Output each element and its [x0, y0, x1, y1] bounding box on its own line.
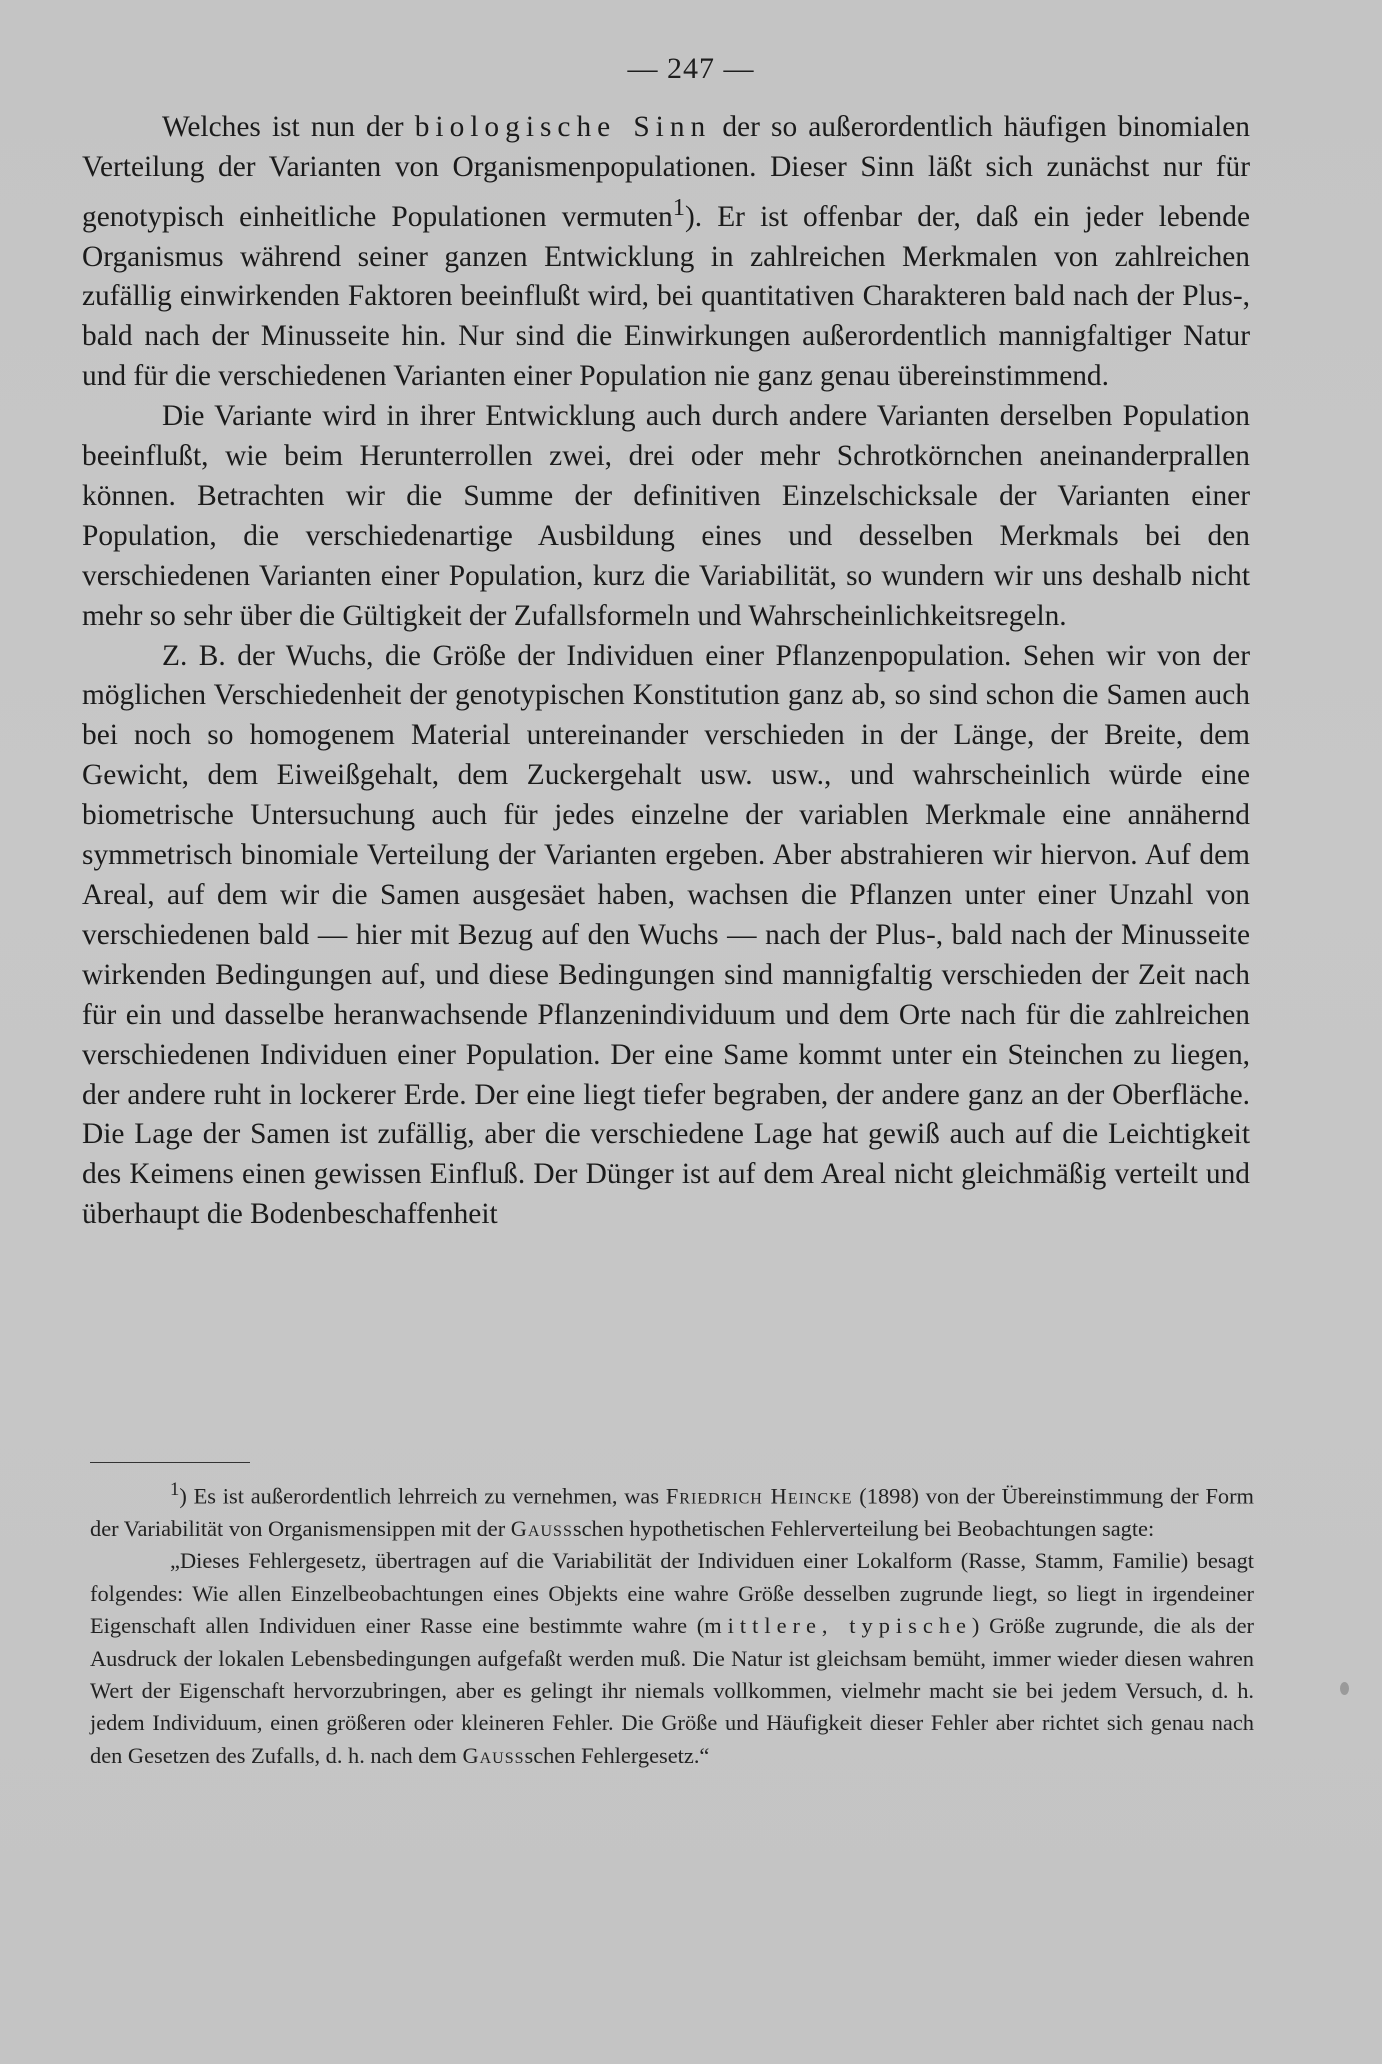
paper-speck	[1340, 1682, 1349, 1695]
page-number: — 247 —	[627, 52, 755, 85]
footnote-divider	[90, 1462, 250, 1463]
paragraph-1	[82, 108, 1250, 397]
paragraph-3: Z. B. der Wuchs, die Größe der Individuen einer Pflanzenpopulation. Sehen wir von der möglichen Verschiedenheit der genotypischen Konstitution ganz ab, so sind schon die Samen auch bei noch so homogenem Material untereinander verschieden in der Länge, der Breite, dem Gewicht, dem Eiweißgehalt, dem Zuckergehalt usw. usw., und wahrscheinlich würde eine biometrische Untersuchung auch für jedes einzelne der variablen Merkmale eine annähernd symmetrisch binomiale Verteilung der Varianten ergeben. Aber abstrahieren wir hiervon. Auf dem Areal, auf dem wir die Samen ausgesäet haben, wachsen die Pflanzen unter einer Unzahl von verschiedenen bald — hier mit Bezug auf den Wuchs — nach der Plus-, bald nach der Minusseite wirkenden Bedingungen auf, und diese Bedingungen sind mannigfaltig verschieden der Zeit nach für ein und dasselbe heranwachsende Pflanzenindividuum und dem Orte nach für die zahlreichen verschiedenen Individuen einer Population. Der eine Same kommt unter ein Steinchen zu liegen, der andere ruht in lockerer Erde. Der eine liegt tiefer begraben, der andere ganz an der Oberfläche. Die Lage der Samen ist zufällig, aber die verschiedene Lage hat gewiß auch auf die Leichtigkeit des Keimens einen gewissen Einfluß. Der Dünger ist auf dem Areal nicht gleichmäßig verteilt und überhaupt die Bodenbeschaffenheit	[82, 639, 1250, 1231]
p1-text-start: Welches ist nun der	[162, 111, 415, 143]
footnote-1-text-c: schen hypothetischen Fehlerverteilung bei Beobachtungen sagte:	[572, 1515, 1155, 1541]
footnote-reference[interactable]: 1	[672, 193, 685, 221]
footnote-author-name: Friedrich Heincke	[665, 1483, 853, 1509]
footnote-quote-text-b: ) Größe zugrunde, die als der Ausdruck der lokalen Lebensbedingungen aufgefaßt werden muß. Die Natur ist gleichsam bemüht, immer wieder diesen wahren Wert der Eigenschaft hervorzubringen, aber es gelingt ihr niemals vollkommen, vielmehr macht sie bei jedem Versuch, d. h. jedem Individuum, einen größeren oder kleineren Fehler. Die Größe und Häufigkeit dieser Fehler aber richtet sich genau nach den Gesetzen des Zufalls, d. h. nach dem	[90, 1613, 1254, 1768]
footnote-1-text-b: (1898) von der Übereinstimmung der Form der Variabilität von Organismensippen mit der	[90, 1483, 1254, 1541]
footnote-marker: 1	[170, 1479, 180, 1500]
p1-emphasis-biologischer-sinn: biologische Sinn	[414, 111, 712, 143]
main-text	[82, 108, 1250, 1235]
p1-text-middle: der so außerordentlich häufigen binomialen Verteilung der Varianten von Organismenpopulationen. Dieser Sinn läßt sich zunächst nur für genotypisch einheitliche Populationen vermuten	[82, 111, 1250, 233]
footnote-quote	[90, 1545, 1254, 1772]
paragraph-2: Die Variante wird in ihrer Entwicklung auch durch andere Varianten derselben Population beeinflußt, wie beim Herunterrollen zwei, drei oder mehr Schrotkörnchen aneinanderprallen können. Betrachten wir die Summe der definitiven Einzelschicksale der Varianten einer Population, die verschiedenartige Ausbildung eines und desselben Merkmals bei den verschiedenen Varianten einer Population, kurz die Variabilität, so wundern wir uns deshalb nicht mehr so sehr über die Gültigkeit der Zufallsformeln und Wahrscheinlichkeitsregeln.	[82, 400, 1250, 632]
footnote-1	[90, 1474, 1254, 1545]
footnote-block	[90, 1474, 1254, 1772]
footnote-gauss-name: Gauss	[510, 1515, 573, 1541]
footnote-quote-emphasis: mittlere, typische	[704, 1613, 972, 1639]
footnote-quote-text-c: schen Fehlergesetz.“	[524, 1742, 710, 1768]
footnote-quote-gauss-name: Gauss	[462, 1742, 525, 1768]
p1-text-end: ). Er ist offenbar der, daß ein jeder lebende Organismus während seiner ganzen Entwicklung in zahlreichen Merkmalen von zahlreichen zufällig einwirkenden Faktoren beeinflußt wird, bei quantitativen Charakteren bald nach der Plus-, bald nach der Minusseite hin. Nur sind die Einwirkungen außerordentlich mannigfaltiger Natur und für die verschiedenen Varianten einer Population nie ganz genau übereinstimmend.	[82, 200, 1250, 393]
footnote-quote-text-a: „Dieses Fehlergesetz, übertragen auf die Variabilität der Individuen einer Lokalform (Rasse, Stamm, Familie) besagt folgendes: Wie allen Einzelbeobachtungen eines Objekts eine wahre Größe desselben zugrunde liegt, so liegt in irgendeiner Eigenschaft allen Individuen einer Rasse eine bestimmte wahre (	[90, 1548, 1254, 1639]
footnote-1-text-a: ) Es ist außerordentlich lehrreich zu vernehmen, was	[179, 1483, 666, 1509]
